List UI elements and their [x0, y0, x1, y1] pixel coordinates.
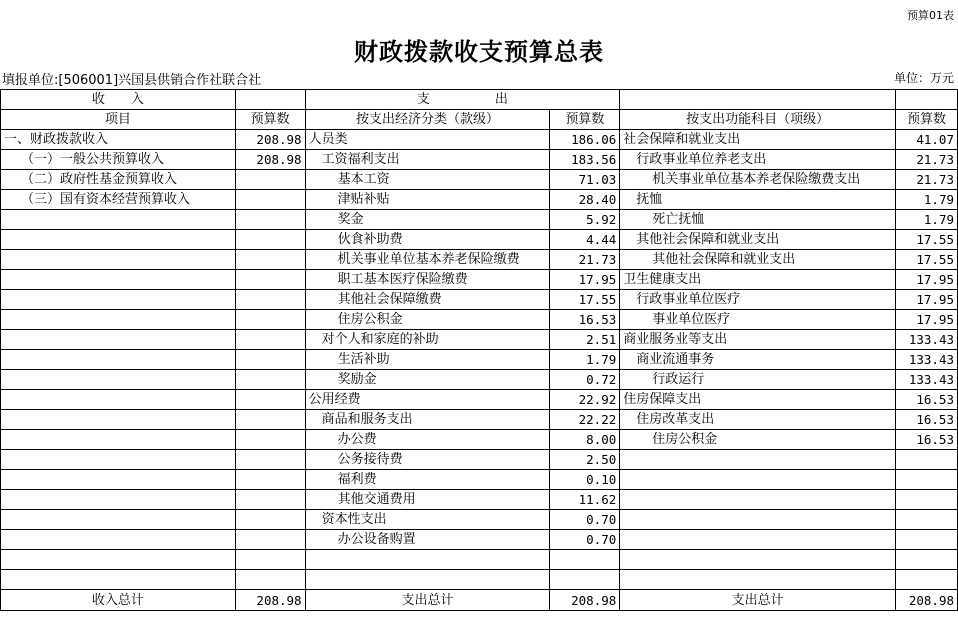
func-value-cell	[896, 510, 958, 530]
table-row	[1, 230, 958, 250]
func-value-cell: 1.79	[896, 210, 958, 230]
econ-value-cell: 16.53	[550, 310, 620, 330]
econ-value-cell: 2.51	[550, 330, 620, 350]
func-value-cell: 16.53	[896, 390, 958, 410]
econ-total-label: 支出总计	[305, 590, 550, 611]
econ-value-cell: 4.44	[550, 230, 620, 250]
func-item-cell: 住房改革支出	[620, 410, 896, 430]
blank-cell	[235, 90, 305, 110]
income-section-header: 收 入	[1, 90, 236, 110]
income-value-cell	[235, 350, 305, 370]
income-value-cell	[235, 490, 305, 510]
func-value-cell: 21.73	[896, 170, 958, 190]
econ-item-cell: 对个人和家庭的补助	[305, 330, 550, 350]
income-value-cell: 208.98	[235, 150, 305, 170]
func-item-cell: 机关事业单位基本养老保险缴费支出	[620, 170, 896, 190]
income-item-cell	[1, 510, 236, 530]
func-value-cell: 17.95	[896, 270, 958, 290]
income-value-cell	[235, 390, 305, 410]
econ-item-cell: 办公费	[305, 430, 550, 450]
econ-item-cell: 机关事业单位基本养老保险缴费	[305, 250, 550, 270]
table-row	[1, 190, 958, 210]
income-item-cell	[1, 370, 236, 390]
econ-item-cell: 公务接待费	[305, 450, 550, 470]
func-value-cell: 17.55	[896, 230, 958, 250]
income-item-cell	[1, 210, 236, 230]
table-row	[1, 290, 958, 310]
income-item-cell	[1, 250, 236, 270]
table-row	[1, 550, 958, 570]
func-value-cell: 133.43	[896, 330, 958, 350]
table-row	[1, 530, 958, 550]
func-total-label: 支出总计	[620, 590, 896, 611]
func-value-cell	[896, 550, 958, 570]
table-row	[1, 210, 958, 230]
currency-unit: 单位：万元	[893, 71, 954, 85]
income-total-value: 208.98	[235, 590, 305, 611]
econ-value-cell: 2.50	[550, 450, 620, 470]
func-value-cell: 41.07	[896, 130, 958, 150]
blank-cell	[620, 90, 896, 110]
func-value-cell	[896, 450, 958, 470]
func-value-cell: 17.55	[896, 250, 958, 270]
func-item-cell: 其他社会保障和就业支出	[620, 230, 896, 250]
table-row	[1, 350, 958, 370]
econ-item-cell: 福利费	[305, 470, 550, 490]
income-value-cell	[235, 450, 305, 470]
func-value-cell: 16.53	[896, 410, 958, 430]
econ-value-cell: 1.79	[550, 350, 620, 370]
func-value-cell	[896, 530, 958, 550]
func-item-cell	[620, 490, 896, 510]
econ-value-cell: 0.70	[550, 510, 620, 530]
econ-value-cell	[550, 570, 620, 590]
econ-value-cell: 0.10	[550, 470, 620, 490]
table-row	[1, 330, 958, 350]
column-header-item: 项目	[1, 110, 236, 130]
table-row	[1, 150, 958, 170]
column-header-row	[1, 110, 958, 130]
econ-value-cell: 71.03	[550, 170, 620, 190]
econ-total-value: 208.98	[550, 590, 620, 611]
func-value-cell	[896, 490, 958, 510]
income-item-cell	[1, 230, 236, 250]
reporting-unit: 填报单位:[506001]兴国县供销合作社联合社	[2, 73, 262, 88]
income-item-cell: （一）一般公共预算收入	[1, 150, 236, 170]
table-row	[1, 250, 958, 270]
column-header-budget: 预算数	[235, 110, 305, 130]
table-row	[1, 170, 958, 190]
form-number: 预算01表	[907, 9, 954, 22]
func-item-cell	[620, 530, 896, 550]
func-item-cell: 社会保障和就业支出	[620, 130, 896, 150]
income-item-cell	[1, 470, 236, 490]
income-value-cell	[235, 570, 305, 590]
func-value-cell: 17.95	[896, 290, 958, 310]
func-item-cell: 事业单位医疗	[620, 310, 896, 330]
func-value-cell	[896, 570, 958, 590]
page-title: 财政拨款收支预算总表	[354, 37, 604, 66]
econ-value-cell: 28.40	[550, 190, 620, 210]
income-item-cell	[1, 550, 236, 570]
table-row	[1, 490, 958, 510]
econ-value-cell: 17.55	[550, 290, 620, 310]
func-value-cell: 133.43	[896, 350, 958, 370]
table-row	[1, 130, 958, 150]
econ-item-cell: 资本性支出	[305, 510, 550, 530]
income-item-cell	[1, 270, 236, 290]
income-item-cell	[1, 570, 236, 590]
income-value-cell	[235, 470, 305, 490]
income-value-cell	[235, 310, 305, 330]
econ-item-cell: 奖励金	[305, 370, 550, 390]
func-value-cell	[896, 470, 958, 490]
econ-item-cell: 其他交通费用	[305, 490, 550, 510]
econ-item-cell: 奖金	[305, 210, 550, 230]
income-item-cell: 一、财政拨款收入	[1, 130, 236, 150]
table-row	[1, 450, 958, 470]
income-value-cell	[235, 370, 305, 390]
budget-table	[0, 89, 958, 611]
income-value-cell	[235, 550, 305, 570]
income-value-cell	[235, 410, 305, 430]
econ-value-cell: 186.06	[550, 130, 620, 150]
income-item-cell	[1, 490, 236, 510]
func-item-cell: 住房公积金	[620, 430, 896, 450]
income-item-cell	[1, 290, 236, 310]
econ-item-cell: 生活补助	[305, 350, 550, 370]
func-item-cell	[620, 550, 896, 570]
income-value-cell	[235, 210, 305, 230]
income-value-cell	[235, 190, 305, 210]
income-value-cell: 208.98	[235, 130, 305, 150]
func-item-cell: 抚恤	[620, 190, 896, 210]
income-value-cell	[235, 270, 305, 290]
func-item-cell: 其他社会保障和就业支出	[620, 250, 896, 270]
econ-value-cell: 8.00	[550, 430, 620, 450]
func-value-cell: 21.73	[896, 150, 958, 170]
econ-value-cell: 21.73	[550, 250, 620, 270]
econ-item-cell: 职工基本医疗保险缴费	[305, 270, 550, 290]
income-item-cell: （三）国有资本经营预算收入	[1, 190, 236, 210]
table-row	[1, 390, 958, 410]
func-total-value: 208.98	[896, 590, 958, 611]
income-total-label: 收入总计	[1, 590, 236, 611]
econ-item-cell: 津贴补贴	[305, 190, 550, 210]
section-header-row	[1, 90, 958, 110]
income-item-cell	[1, 530, 236, 550]
func-item-cell: 卫生健康支出	[620, 270, 896, 290]
econ-value-cell	[550, 550, 620, 570]
income-item-cell	[1, 350, 236, 370]
func-item-cell	[620, 510, 896, 530]
func-value-cell: 17.95	[896, 310, 958, 330]
func-item-cell	[620, 570, 896, 590]
econ-item-cell	[305, 550, 550, 570]
econ-item-cell: 基本工资	[305, 170, 550, 190]
income-item-cell	[1, 430, 236, 450]
table-row	[1, 510, 958, 530]
econ-item-cell: 公用经费	[305, 390, 550, 410]
income-value-cell	[235, 290, 305, 310]
func-item-cell: 行政事业单位养老支出	[620, 150, 896, 170]
econ-value-cell: 22.92	[550, 390, 620, 410]
econ-value-cell: 11.62	[550, 490, 620, 510]
econ-item-cell: 办公设备购置	[305, 530, 550, 550]
table-row	[1, 470, 958, 490]
econ-item-cell: 其他社会保障缴费	[305, 290, 550, 310]
econ-value-cell: 183.56	[550, 150, 620, 170]
func-value-cell: 16.53	[896, 430, 958, 450]
table-row	[1, 410, 958, 430]
income-item-cell	[1, 310, 236, 330]
func-item-cell: 商业流通事务	[620, 350, 896, 370]
func-item-cell: 死亡抚恤	[620, 210, 896, 230]
income-value-cell	[235, 430, 305, 450]
table-row	[1, 310, 958, 330]
income-item-cell	[1, 330, 236, 350]
func-item-cell	[620, 450, 896, 470]
income-value-cell	[235, 170, 305, 190]
expense-section-header: 支 出	[305, 90, 620, 110]
table-row	[1, 370, 958, 390]
econ-item-cell: 人员类	[305, 130, 550, 150]
income-value-cell	[235, 250, 305, 270]
blank-cell	[896, 90, 958, 110]
econ-value-cell: 0.70	[550, 530, 620, 550]
econ-item-cell: 伙食补助费	[305, 230, 550, 250]
econ-value-cell: 17.95	[550, 270, 620, 290]
table-row	[1, 270, 958, 290]
func-item-cell: 行政事业单位医疗	[620, 290, 896, 310]
income-item-cell: （二）政府性基金预算收入	[1, 170, 236, 190]
func-value-cell: 1.79	[896, 190, 958, 210]
func-item-cell	[620, 470, 896, 490]
econ-item-cell: 工资福利支出	[305, 150, 550, 170]
econ-item-cell	[305, 570, 550, 590]
column-header-func-class: 按支出功能科目（项级）	[620, 110, 896, 130]
func-item-cell: 商业服务业等支出	[620, 330, 896, 350]
income-item-cell	[1, 450, 236, 470]
econ-value-cell: 22.22	[550, 410, 620, 430]
table-row	[1, 430, 958, 450]
func-value-cell: 133.43	[896, 370, 958, 390]
column-header-budget: 预算数	[550, 110, 620, 130]
table-row	[1, 570, 958, 590]
econ-value-cell: 5.92	[550, 210, 620, 230]
income-value-cell	[235, 530, 305, 550]
income-value-cell	[235, 230, 305, 250]
column-header-budget: 预算数	[896, 110, 958, 130]
econ-item-cell: 商品和服务支出	[305, 410, 550, 430]
income-item-cell	[1, 410, 236, 430]
totals-row	[1, 590, 958, 611]
func-item-cell: 行政运行	[620, 370, 896, 390]
econ-item-cell: 住房公积金	[305, 310, 550, 330]
income-value-cell	[235, 330, 305, 350]
func-item-cell: 住房保障支出	[620, 390, 896, 410]
column-header-econ-class: 按支出经济分类（款级）	[305, 110, 550, 130]
econ-value-cell: 0.72	[550, 370, 620, 390]
income-item-cell	[1, 390, 236, 410]
income-value-cell	[235, 510, 305, 530]
